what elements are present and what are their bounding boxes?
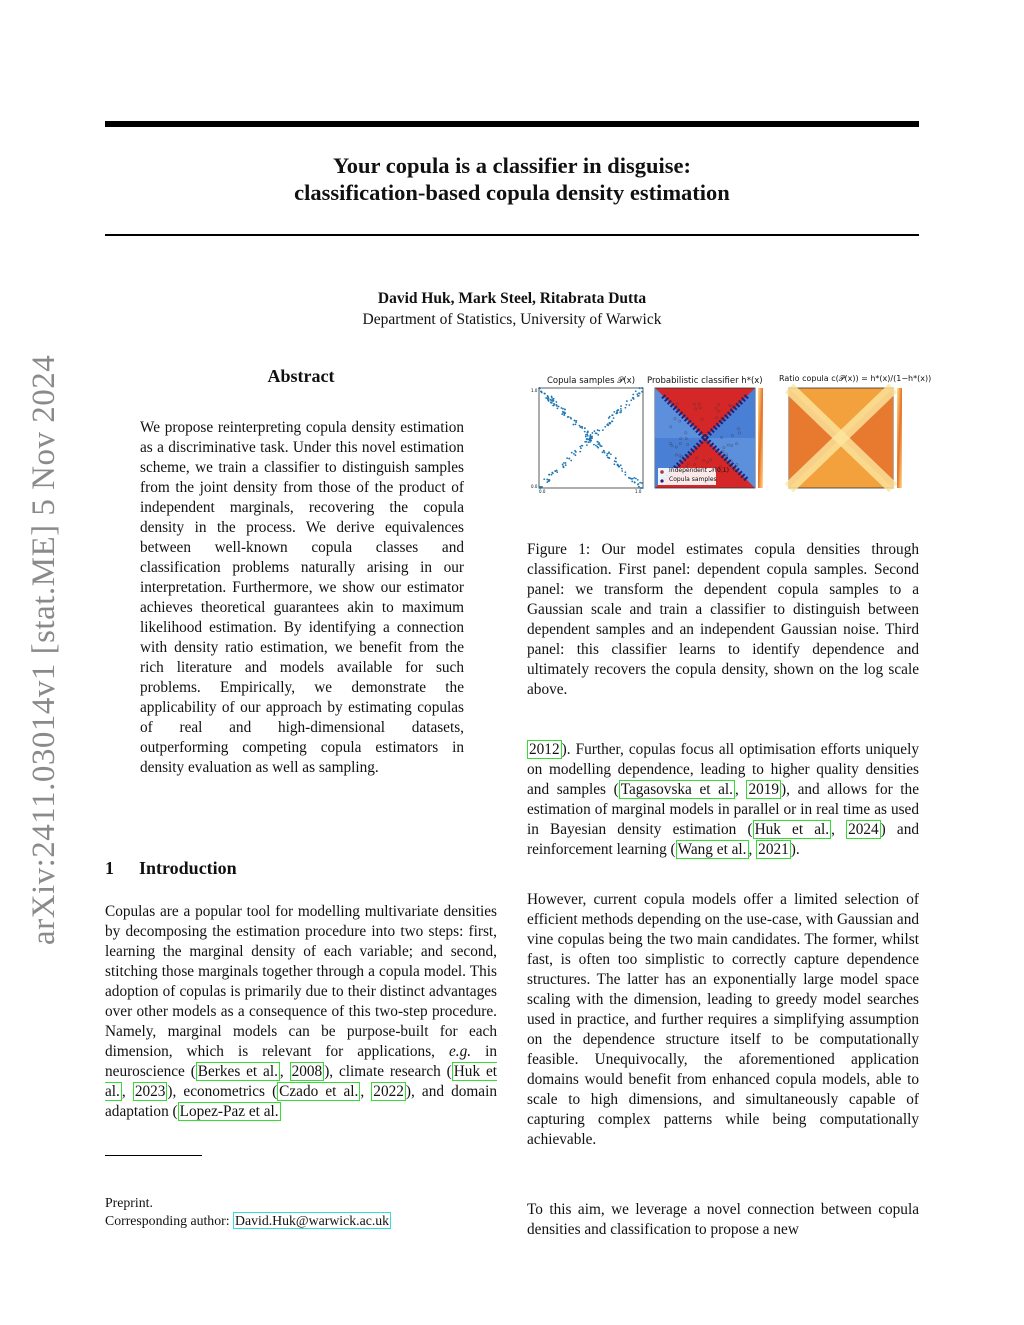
copula-sample-point: [588, 441, 590, 443]
copula-sample-point: [639, 482, 641, 484]
abstract-text: We propose reinterpreting copula density estimation as a discriminative task. Under this novel estimation scheme, we train a classifier to distinguish samples from the joint density from those of the product of independent marginals, recovering the copula density in the process. We derive equivalences between well-known copula classes and classification problems naturally arising in our interpretation. Furthermore, we show our estimator achieves theoretical guarantees akin to maximum likelihood estimation. By identifying a connection with density ratio estimation, we benefit from the rich literature and models available for such problems. Empirically, we demonstrate the applicability of our approach by estimating copulas of real and high-dimensional datasets, outperforming competing copula estimators in density evaluation as well as sampling.: [140, 419, 464, 776]
copula-sample-point: [626, 400, 628, 402]
copula-sample-point: [621, 470, 623, 472]
copula-sample-point: [617, 464, 619, 466]
copula-sample-point: [587, 435, 589, 437]
copula-sample-point: [551, 402, 553, 404]
abstract-heading: Abstract: [267, 366, 335, 386]
figure-caption: Figure 1: Our model estimates copula densities through classification. First panel: dependent copula samples. Second panel: we transform the dependent copula samples to a Gaussian scale and train a classifier to distinguish between dependent samples and an independent Gaussian noise. Third panel: this classifier learns to identify dependence and ultimately recovers the copula density, shown on the log scale above.: [527, 541, 919, 698]
svg-text:1.0: 1.0: [635, 489, 642, 494]
copula-sample-point: [641, 482, 643, 484]
copula-sample-point: [584, 441, 586, 443]
copula-sample-point: [556, 407, 558, 409]
copula-sample-point: [631, 481, 633, 483]
copula-sample-point: [581, 426, 583, 428]
copula-sample-point: [612, 414, 614, 416]
copula-sample-point: [565, 464, 567, 466]
copula-sample-point: [554, 404, 556, 406]
copula-sample-point: [538, 486, 540, 488]
copula-sample-point: [551, 397, 553, 399]
copula-sample-point: [566, 457, 568, 459]
copula-sample-point: [553, 400, 555, 402]
copula-sample-point: [574, 454, 576, 456]
footnote-rule: [105, 1155, 202, 1156]
title-bottom-rule: [105, 234, 919, 236]
title-line-2: classification-based copula density estimation: [294, 180, 730, 205]
copula-sample-point: [581, 445, 583, 447]
copula-sample-point: [597, 447, 599, 449]
copula-sample-point: [561, 413, 563, 415]
copula-sample-point: [604, 426, 606, 428]
copula-sample-point: [637, 479, 639, 481]
copula-sample-point: [552, 472, 554, 474]
copula-sample-point: [602, 451, 604, 453]
copula-sample-point: [551, 400, 553, 402]
copula-sample-point: [632, 397, 634, 399]
citation-link[interactable]: Tagasovska et al.: [620, 781, 733, 798]
citation-link[interactable]: Berkes et al.: [197, 1063, 278, 1080]
copula-sample-point: [617, 412, 619, 414]
copula-sample-point: [599, 445, 601, 447]
copula-sample-point: [587, 431, 589, 433]
legend-independent: Independent 𝒩(0,1): [669, 467, 729, 474]
copula-sample-point: [611, 420, 613, 422]
copula-sample-point: [593, 430, 595, 432]
copula-sample-point: [609, 416, 611, 418]
arxiv-identifier: arXiv:2411.03014v1 [stat.ME] 5 Nov 2024: [26, 354, 62, 945]
copula-sample-point: [543, 478, 545, 480]
copula-sample-point: [551, 474, 553, 476]
copula-sample-point: [635, 478, 637, 480]
copula-sample-point: [597, 441, 599, 443]
copula-sample-point: [639, 387, 641, 389]
copula-sample-point: [620, 408, 622, 410]
copula-sample-point: [624, 407, 626, 409]
copula-sample-point: [642, 487, 644, 489]
affiliation: Department of Statistics, University of Warwick: [362, 311, 662, 328]
section-heading: [105, 858, 237, 879]
copula-sample-point: [606, 424, 608, 426]
right-text: ), and allows for the estimation of marginal models in parallel or in real time as used in Bayesian density estimation (: [527, 781, 919, 838]
copula-sample-point: [571, 452, 573, 454]
copula-sample-point: [548, 400, 550, 402]
copula-sample-point: [575, 420, 577, 422]
copula-sample-point: [641, 391, 643, 393]
intro-text: ), and domain adaptation (: [105, 1083, 497, 1120]
copula-sample-point: [597, 429, 599, 431]
copula-sample-point: [595, 432, 597, 434]
copula-sample-point: [614, 460, 616, 462]
copula-sample-point: [606, 455, 608, 457]
copula-sample-point: [573, 453, 575, 455]
copula-sample-point: [630, 399, 632, 401]
copula-sample-point: [604, 452, 606, 454]
copula-sample-point: [564, 412, 566, 414]
copula-sample-point: [580, 447, 582, 449]
copula-sample-point: [556, 471, 558, 473]
copula-sample-point: [625, 404, 627, 406]
copula-sample-point: [573, 420, 575, 422]
intro-text: Copulas are a popular tool for modelling multivariate densities by decomposing the estimation procedure into two steps: first, learning the marginal density of each variable; and second, stitching those marginals together through a copula model. This adoption of copulas is primarily due to their distinct advantages over other models as a consequence of this two-step procedure. Namely, marginal models can be purpose-built for each dimension, which is relevant for applications,: [105, 903, 497, 1060]
intro-text: in neuroscience (: [105, 1043, 498, 1080]
copula-sample-point: [636, 393, 638, 395]
copula-sample-point: [562, 408, 564, 410]
copula-sample-point: [575, 423, 577, 425]
copula-sample-point: [595, 445, 597, 447]
section-number: 1: [105, 858, 114, 878]
copula-sample-point: [598, 430, 600, 432]
copula-sample-point: [610, 453, 612, 455]
copula-sample-point: [635, 390, 637, 392]
copula-sample-point: [575, 451, 577, 453]
copula-sample-point: [564, 409, 566, 411]
email-link[interactable]: David.Huk@warwick.ac.uk: [235, 1213, 390, 1228]
panel1-scatter: [531, 387, 644, 494]
copula-sample-point: [620, 410, 622, 412]
copula-sample-point: [572, 424, 574, 426]
copula-sample-point: [568, 416, 570, 418]
copula-sample-point: [570, 418, 572, 420]
copula-sample-point: [603, 450, 605, 452]
svg-text:0.0: 0.0: [531, 484, 538, 489]
copula-sample-point: [562, 464, 564, 466]
citation-link[interactable]: Huk et al.: [105, 1063, 497, 1100]
panel3-ratio-copula: [789, 388, 902, 488]
citation-link[interactable]: 2012: [529, 741, 560, 758]
copula-sample-point: [591, 432, 593, 434]
section-title: Introduction: [139, 858, 237, 878]
svg-text:0.0: 0.0: [539, 489, 546, 494]
copula-sample-point: [556, 470, 558, 472]
copula-sample-point: [556, 405, 558, 407]
copula-sample-point: [579, 426, 581, 428]
copula-sample-point: [598, 442, 600, 444]
citation-link[interactable]: 2021: [758, 841, 789, 858]
right-paragraph-1: 2012 ). Further, copulas focus all optimisation efforts uniquely on modelling dependence, leading to higher quality densities and samples ( Tagasovska et al. , 2019 ), and allows for the estimation of marginal models in parallel or in real time as used in Bayesian density estimation ( Huk et al. , 2024 ) and reinforcement learning ( Wang et al. , 2021 ).: [527, 741, 919, 858]
copula-sample-point: [633, 477, 635, 479]
panel3-title: Ratio copula c(𝒫(x)) = h*(x)/(1−h*(x)): [779, 374, 932, 383]
copula-sample-point: [546, 479, 548, 481]
copula-sample-point: [620, 464, 622, 466]
copula-sample-point: [548, 474, 550, 476]
copula-sample-point: [642, 387, 644, 389]
copula-sample-point: [586, 444, 588, 446]
copula-sample-point: [607, 456, 609, 458]
copula-sample-point: [620, 405, 622, 407]
copula-sample-point: [579, 446, 581, 448]
citation-link[interactable]: Lopez-Paz et al.: [179, 1103, 279, 1120]
svg-text:1.0: 1.0: [531, 388, 538, 393]
top-thick-rule: [105, 121, 919, 127]
intro-text: ), climate research (: [324, 1063, 452, 1080]
right-text: ) and reinforcement learning (: [527, 821, 919, 858]
copula-sample-point: [560, 407, 562, 409]
citation-link[interactable]: 2024: [848, 821, 879, 838]
intro-paragraph: Copulas are a popular tool for modelling multivariate densities by decomposing the estimation procedure into two steps: first, learning the marginal density of each variable; and second, stitching those marginals together through a copula model. This adoption of copulas is primarily due to their distinct advantages over other models as a consequence of this two-step procedure. Namely, marginal models can be purpose-built for each dimension, which is relevant for applications, e.g. in neuroscience ( Berkes et al. , 2008 ), climate research ( Huk et al. , 2023 ), econometrics ( Czado et al. , 2022 ), and domain adaptation ( Lopez-Paz et al.: [105, 903, 498, 1120]
copula-sample-point: [634, 482, 636, 484]
copula-sample-point: [570, 460, 572, 462]
copula-sample-point: [608, 451, 610, 453]
copula-sample-point: [637, 395, 639, 397]
copula-sample-point: [563, 462, 565, 464]
copula-sample-point: [639, 392, 641, 394]
intro-text: ), econometrics (: [167, 1083, 278, 1100]
panel1-title: Copula samples 𝒫(x): [547, 376, 636, 386]
citation-link[interactable]: Czado et al.: [279, 1083, 359, 1100]
legend-copula: Copula samples: [669, 476, 717, 483]
copula-sample-point: [584, 427, 586, 429]
copula-sample-point: [591, 436, 593, 438]
copula-sample-point: [563, 414, 565, 416]
copula-sample-point: [558, 406, 560, 408]
copula-sample-point: [549, 479, 551, 481]
copula-sample-point: [584, 431, 586, 433]
copula-sample-point: [618, 466, 620, 468]
citation-link[interactable]: Huk et al.: [754, 821, 830, 838]
citation-link[interactable]: 2022: [373, 1083, 404, 1100]
figure-1: [527, 372, 932, 494]
copula-sample-point: [608, 457, 610, 459]
copula-sample-point: [568, 458, 570, 460]
panel2-title: Probabilistic classifier h*(x): [647, 376, 763, 386]
copula-sample-point: [597, 434, 599, 436]
copula-sample-point: [613, 411, 615, 413]
copula-sample-point: [579, 451, 581, 453]
copula-sample-point: [593, 444, 595, 446]
copula-sample-point: [602, 429, 604, 431]
copula-sample-point: [539, 388, 541, 390]
copula-sample-point: [608, 422, 610, 424]
copula-sample-point: [562, 412, 564, 414]
copula-sample-point: [565, 462, 567, 464]
copula-sample-point: [555, 401, 557, 403]
paper-title: [105, 152, 919, 206]
copula-sample-point: [591, 437, 593, 439]
copula-sample-point: [624, 474, 626, 476]
citation-link[interactable]: Wang et al.: [677, 841, 747, 858]
citation-link[interactable]: 2019: [748, 781, 780, 798]
author-list: David Huk, Mark Steel, Ritabrata Dutta: [377, 290, 647, 307]
right-paragraph-2: However, current copula models offer a limited selection of efficient methods depending on the use-case, with Gaussian and vine copulas being the two main candidates. The former, whilst fast, is often too simplistic to correctly capture dependence structures. The latter has an exponentially large model space scaling with the dimension, leading to greedy model searches used in practice, and further requires a simplifying assumption on the dependence structure itself to be computationally feasible. Unequivocally, the aforementioned application domains would benefit from enhanced copula models, able to scale to high dimensions, and simultaneously capable of capturing complex patterns while being computationally achievable.: [527, 891, 919, 1148]
copula-sample-point: [541, 392, 543, 394]
copula-sample-point: [624, 471, 626, 473]
figure-graphic: [527, 372, 919, 494]
copula-sample-point: [632, 394, 634, 396]
intro-eg: e.g.: [449, 1043, 472, 1060]
right-text: ). Further, copulas focus all optimisation efforts uniquely on modelling dependence, leading to higher quality densities and samples (: [527, 741, 919, 798]
title-line-1: Your copula is a classifier in disguise:: [333, 153, 691, 178]
copula-sample-point: [613, 417, 615, 419]
copula-sample-point: [589, 440, 591, 442]
footnote: [105, 1194, 391, 1230]
footnote-label: Corresponding author:: [105, 1213, 230, 1228]
copula-sample-point: [637, 484, 639, 486]
copula-sample-point: [585, 436, 587, 438]
copula-sample-point: [628, 404, 630, 406]
copula-sample-point: [638, 486, 640, 488]
copula-sample-point: [621, 468, 623, 470]
copula-sample-point: [562, 465, 564, 467]
copula-sample-point: [575, 421, 577, 423]
copula-sample-point: [620, 411, 622, 413]
copula-sample-point: [629, 477, 631, 479]
copula-sample-point: [587, 438, 589, 440]
right-text: ).: [790, 841, 800, 858]
copula-sample-point: [615, 458, 617, 460]
copula-sample-point: [544, 393, 546, 395]
copula-sample-point: [545, 397, 547, 399]
copula-sample-point: [617, 409, 619, 411]
footnote-author-line: [105, 1212, 391, 1230]
copula-sample-point: [613, 463, 615, 465]
citation-link[interactable]: 2023: [134, 1083, 166, 1100]
right-paragraph-3: To this aim, we leverage a novel connection between copula densities and classification to propose a new: [527, 1201, 919, 1238]
citation-link[interactable]: 2008: [291, 1063, 323, 1080]
copula-sample-point: [548, 397, 550, 399]
footnote-preprint: Preprint.: [105, 1195, 153, 1210]
